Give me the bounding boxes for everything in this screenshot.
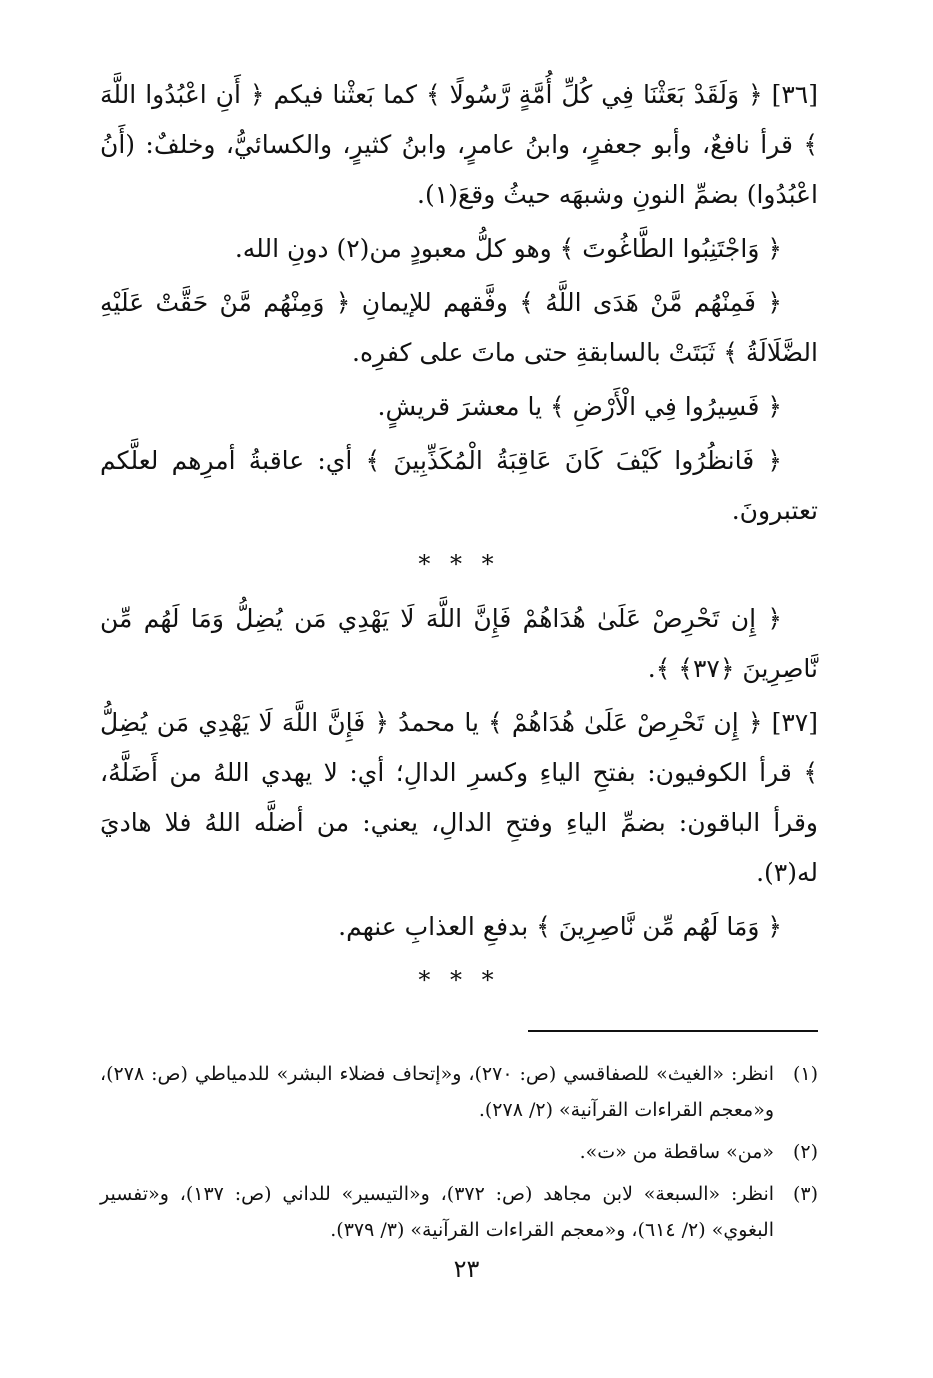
footnote-number: (١) (792, 1063, 818, 1085)
footnote-text: انظر: «السبعة» لابن مجاهد (ص: ٣٧٢)، و«التيسير» للداني (ص: ١٣٧)، و«تفسير البغوي» (٢/ ٦١٤)، و«معجم القراءات القرآنية» (٣/ ٣٧٩). (100, 1183, 775, 1241)
footnote-text: «من» ساقطة من «ت». (579, 1141, 774, 1163)
footnote-3 (100, 1176, 818, 1248)
footnote-1 (100, 1056, 818, 1128)
page (100, 70, 818, 1378)
paragraph-taghut: ﴿ وَاجْتَنِبُوا الطَّاغُوتَ ﴾ وهو كلُّ معبودٍ من(٢) دونِ الله. (234, 234, 782, 263)
footnote-text: انظر: «الغيث» للصفاقسي (ص: ٢٧٠)، و«إتحاف فضلاء البشر» للدمياطي (ص: ٢٧٨)، و«معجم القراءات القرآنية» (٢/ ٢٧٨). (100, 1063, 774, 1121)
footnote-divider (528, 1030, 818, 1032)
verse-37: ﴿ إِن تَحْرِصْ عَلَىٰ هُدَاهُمْ فَإِنَّ اللَّهَ لَا يَهْدِي مَن يُضِلُّ وَمَا لَهُم مِّن نَّاصِرِينَ ﴿٣٧﴾ ﴾. (100, 604, 818, 683)
footnotes (100, 1056, 818, 1248)
main-text (100, 70, 818, 994)
paragraph-ayah-37: [٣٧] ﴿ إِن تَحْرِصْ عَلَىٰ هُدَاهُمْ ﴾ يا محمدُ ﴿ فَإِنَّ اللَّهَ لَا يَهْدِي مَن يُضِلُّ ﴾ قرأ الكوفيون: بفتحِ الياءِ وكسرِ الدالِ؛ أي: لا يهدي اللهُ من أَضَلَّهُ، وقرأ الباقون: بضمِّ الياءِ وفتحِ الدالِ، يعني: من أضلَّه اللهُ فلا هاديَ له(٣). (100, 708, 818, 887)
section-separator-2: * * * (418, 966, 500, 994)
paragraph-travel: ﴿ فَسِيرُوا فِي الْأَرْضِ ﴾ يا معشرَ قريشٍ. (377, 392, 782, 421)
footnote-2 (100, 1134, 818, 1170)
footnote-number: (٢) (792, 1141, 818, 1163)
footnote-number: (٣) (792, 1183, 818, 1205)
paragraph-helpers: ﴿ وَمَا لَهُم مِّن نَّاصِرِينَ ﴾ بدفعِ العذابِ عنهم. (338, 912, 782, 941)
page-number: ٢٣ (453, 1255, 480, 1283)
paragraph-guided: ﴿ فَمِنْهُم مَّنْ هَدَى اللَّهُ ﴾ وفَّقهم للإيمانِ ﴿ وَمِنْهُم مَّنْ حَقَّتْ عَلَيْهِ الضَّلَالَةُ ﴾ ثَبَتَتْ بالسابقةِ حتى ماتَ على كفرِه. (100, 288, 818, 367)
section-separator: * * * (418, 550, 500, 578)
paragraph-ayah-36: [٣٦] ﴿ وَلَقَدْ بَعَثْنَا فِي كُلِّ أُمَّةٍ رَّسُولًا ﴾ كما بَعثْنا فيكم ﴿ أَنِ اعْبُدُوا اللَّهَ ﴾ قرأ نافعٌ، وأبو جعفرٍ، وابنُ عامرٍ، وابنُ كثيرٍ، والكسائيُّ، وخلفٌ: (أَنُ اعْبُدُوا) بضمِّ النونِ وشبهَه حيثُ وقعَ(١). (100, 80, 818, 209)
paragraph-consequence: ﴿ فَانظُرُوا كَيْفَ كَانَ عَاقِبَةُ الْمُكَذِّبِينَ ﴾ أي: عاقبةُ أمرِهم لعلَّكم تعتبرونَ. (100, 446, 818, 525)
